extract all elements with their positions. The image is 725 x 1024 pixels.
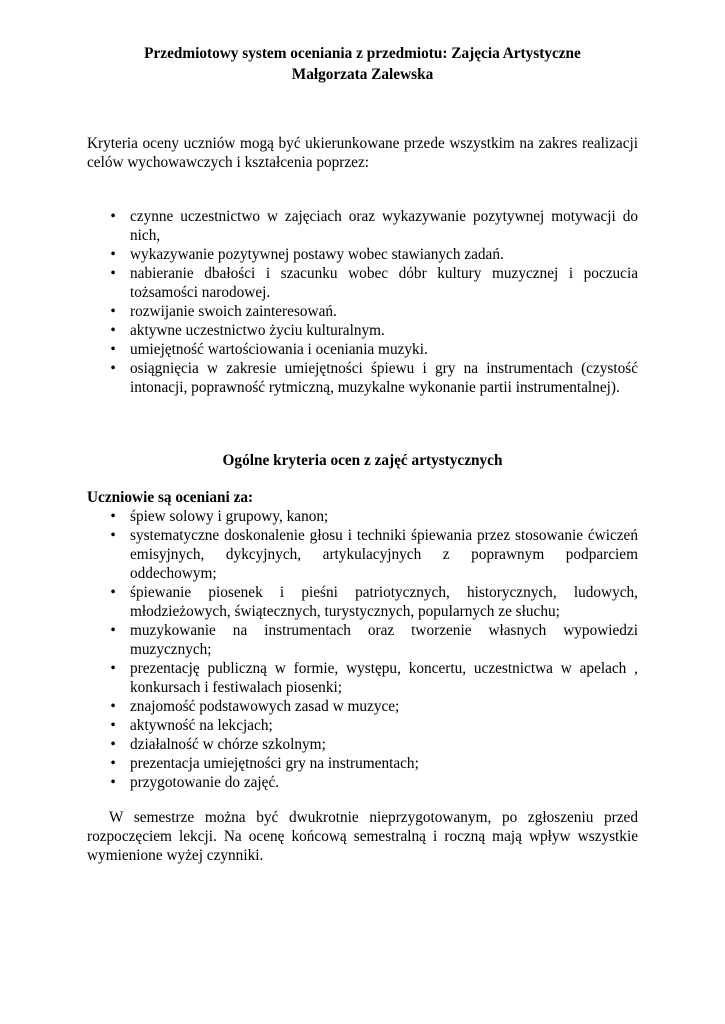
list-item: • wykazywanie pozytywnej postawy wobec stawianych zadań. (87, 245, 638, 264)
bullet-icon: • (110, 774, 116, 791)
title-line-subject: Przedmiotowy system oceniania z przedmiotu: Zajęcia Artystyczne (144, 45, 581, 62)
bullet-icon: • (110, 265, 116, 282)
list-item: • śpiew solowy i grupowy, kanon; (87, 507, 638, 526)
document-title (87, 43, 638, 85)
list-item: • działalność w chórze szkolnym; (87, 735, 638, 754)
assessed-list (87, 507, 638, 792)
closing-paragraph: W semestrze można być dwukrotnie nieprzygotowanym, po zgłoszeniu przed rozpoczęciem lekcji. Na ocenę końcową semestralną i roczną mają wpływ wszystkie wymienione wyżej czynniki. (87, 809, 638, 864)
bullet-icon: • (110, 208, 116, 225)
criteria-list (87, 207, 638, 397)
bullet-icon: • (110, 341, 116, 358)
bullet-icon: • (110, 660, 116, 677)
list-item: • znajomość podstawowych zasad w muzyce; (87, 697, 638, 716)
bullet-icon: • (110, 698, 116, 715)
list-item: • aktywne uczestnictwo życiu kulturalnym. (87, 321, 638, 340)
list-item: • aktywność na lekcjach; (87, 716, 638, 735)
list-item: • prezentację publiczną w formie, występu, koncertu, uczestnictwa w apelach , konkursach i festiwalach piosenki; (87, 659, 638, 697)
list-item: • umiejętność wartościowania i oceniania muzyki. (87, 340, 638, 359)
bullet-icon: • (110, 360, 116, 377)
bullet-icon: • (110, 246, 116, 263)
assessed-heading: Uczniowie są oceniani za: (87, 489, 254, 506)
intro-paragraph: Kryteria oceny uczniów mogą być ukierunkowane przede wszystkim na zakres realizacji celów wychowawczych i kształcenia poprzez: (87, 135, 638, 171)
bullet-icon: • (110, 755, 116, 772)
bullet-icon: • (110, 736, 116, 753)
section-title: Ogólne kryteria ocen z zajęć artystycznych (222, 452, 503, 469)
list-item: • rozwijanie swoich zainteresowań. (87, 302, 638, 321)
list-item: • osiągnięcia w zakresie umiejętności śpiewu i gry na instrumentach (czystość intonacji, poprawność rytmiczną, muzykalne wykonanie partii instrumentalnej). (87, 359, 638, 397)
list-item: • muzykowanie na instrumentach oraz tworzenie własnych wypowiedzi muzycznych; (87, 621, 638, 659)
bullet-icon: • (110, 717, 116, 734)
list-item: • systematyczne doskonalenie głosu i techniki śpiewania przez stosowanie ćwiczeń emisyjnych, dykcyjnych, artykulacyjnych z poprawnym podparciem oddechowym; (87, 526, 638, 583)
bullet-icon: • (110, 322, 116, 339)
bullet-icon: • (110, 508, 116, 525)
list-item: • nabieranie dbałości i szacunku wobec dóbr kultury muzycznej i poczucia tożsamości narodowej. (87, 264, 638, 302)
list-item: • śpiewanie piosenek i pieśni patriotycznych, historycznych, ludowych, młodzieżowych, świątecznych, turystycznych, popularnych ze słuchu; (87, 583, 638, 621)
bullet-icon: • (110, 527, 116, 544)
bullet-icon: • (110, 622, 116, 639)
list-item: • prezentacja umiejętności gry na instrumentach; (87, 754, 638, 773)
bullet-icon: • (110, 303, 116, 320)
bullet-icon: • (110, 584, 116, 601)
list-item: • przygotowanie do zajęć. (87, 773, 638, 792)
title-line-author: Małgorzata Zalewska (291, 66, 434, 83)
list-item: • czynne uczestnictwo w zajęciach oraz wykazywanie pozytywnej motywacji do nich, (87, 207, 638, 245)
